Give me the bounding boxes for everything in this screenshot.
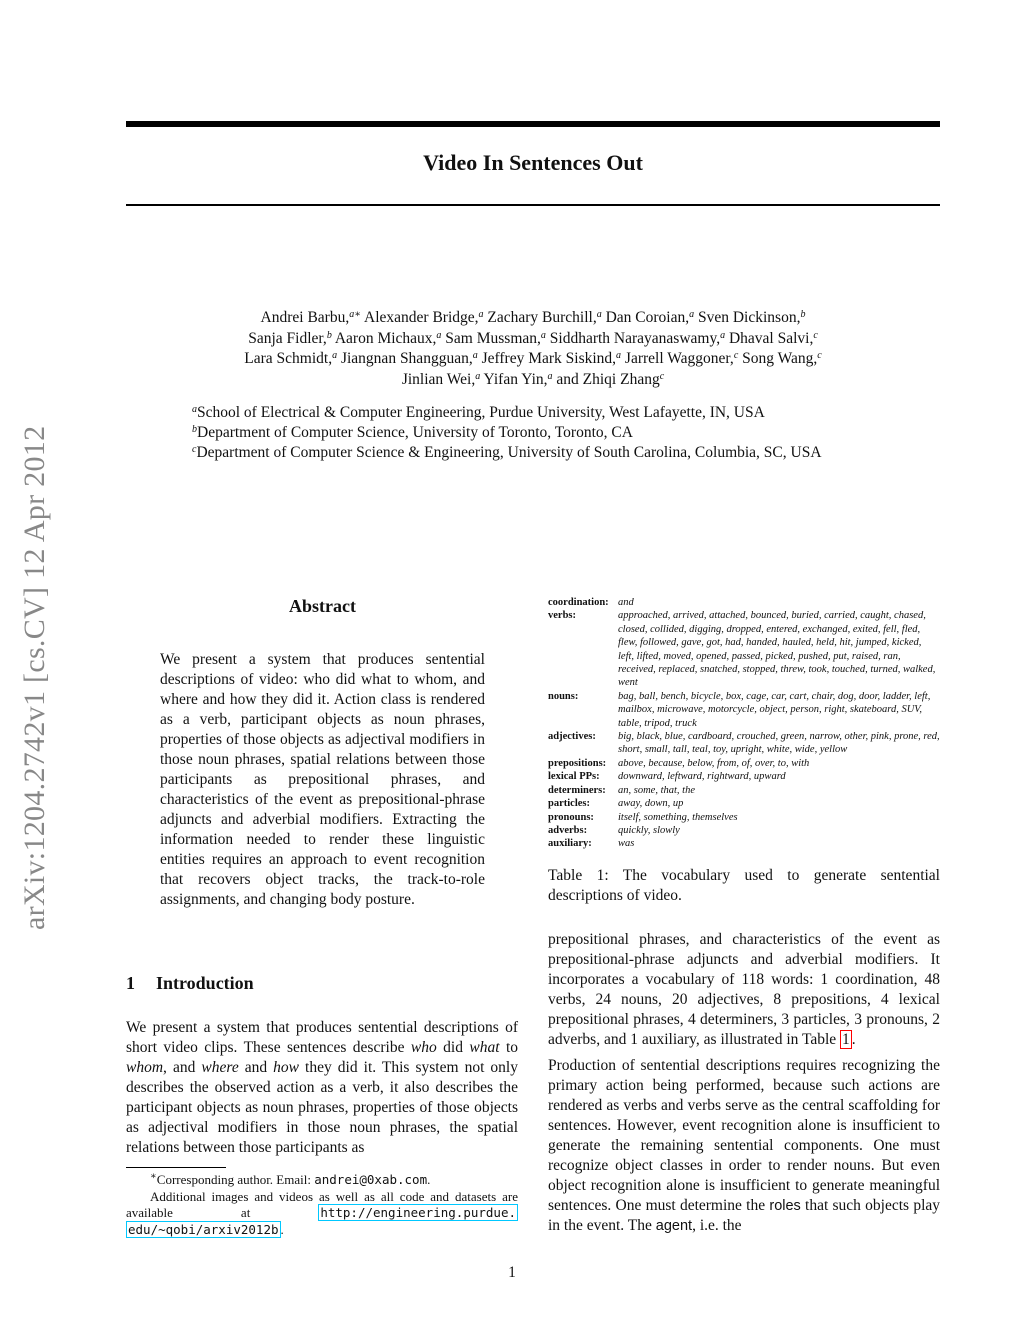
vocab-category: nouns: xyxy=(548,690,579,702)
affiliation-mark: a xyxy=(689,309,695,320)
author-line xyxy=(126,370,940,391)
affiliation-mark: c xyxy=(733,350,739,361)
affiliations xyxy=(192,403,952,463)
affiliation-mark: a xyxy=(475,370,481,382)
author-line xyxy=(126,349,940,370)
section-title: Introduction xyxy=(156,973,254,993)
abstract-heading: Abstract xyxy=(289,596,356,616)
text-run: We present a system that produces sentential descriptions of short video clips. These sentences describe xyxy=(126,1019,518,1056)
vocab-row xyxy=(548,596,940,609)
affiliation-mark: c xyxy=(192,444,197,455)
title-bottom-rule xyxy=(126,204,940,206)
text-run: to xyxy=(499,1039,519,1056)
affiliation-mark: c xyxy=(813,329,818,341)
vocab-category: adverbs: xyxy=(548,824,588,836)
vocab-row xyxy=(548,770,940,783)
author-name: Aaron Michaux, xyxy=(331,329,437,347)
author-name: Siddharth Narayanaswamy, xyxy=(545,329,721,347)
table-reference-link[interactable]: 1 xyxy=(842,1031,850,1048)
vocab-category: coordination: xyxy=(548,597,609,608)
author-name: Sanja Fidler, xyxy=(248,329,327,347)
vocab-category: particles: xyxy=(548,798,590,810)
affiliation-mark: a xyxy=(436,329,442,341)
emphasis: roles xyxy=(769,1198,801,1214)
paper-title: Video In Sentences Out xyxy=(423,150,643,175)
introduction-paragraph xyxy=(126,1018,518,1158)
affiliation-text: Department of Computer Science, University of Toronto, Toronto, CA xyxy=(197,424,633,441)
author-name: Lara Schmidt, xyxy=(244,350,333,367)
affiliation-text: School of Electrical & Computer Engineering, Purdue University, West Lafayette, IN, USA xyxy=(197,404,765,421)
text-run: they did it. This system not only describes the observed action as a verb, it also describes the participant objects as noun phrases, properties of those objects as adjectival modifiers in those noun phrases, the spatial relations between those participants as xyxy=(126,1059,518,1156)
vocab-words: approached, arrived, attached, bounced, buried, carried, caught, chased, closed, collided, digging, dropped, entered, exchanged, exited, fell, fled, flew, followed, gave, got, had, handed, hauled, held, hit, jumped, kicked, left, lifted, moved, opened, passed, picked, pushed, put, raised, ran, received, replaced, snatched, stopped, threw, took, touched, turned, walked, went xyxy=(618,610,936,689)
abstract-body: We present a system that produces sentential descriptions of video: who did what to whom, and where and how they did it. Action class is rendered as a verb, participant objects as noun phrases, properties of those objects as adjectival modifiers in those noun phrases, spatial relations between those participants as prepositional phrases, and characteristics of the event as prepositional-phrase adjuncts and adverbial modifiers. Extracting the information needed to render these linguistic entities requires an approach to event recognition that recovers object tracks, the track-to-role assignments, and changing body posture. xyxy=(160,651,485,908)
text-run: that such objects play in the event. The xyxy=(548,1197,941,1234)
vocab-category: verbs: xyxy=(548,610,576,622)
affiliation-mark: b xyxy=(800,309,806,320)
affiliation-b xyxy=(192,423,952,443)
vocab-row xyxy=(548,730,940,757)
page-number: 1 xyxy=(508,1264,516,1281)
footnote-text: Additional images and videos as well as all code and datasets are available at xyxy=(126,1188,518,1220)
vocab-words: bag, ball, bench, bicycle, box, cage, car, cart, chair, dog, door, ladder, left, mailbox, microwave, motorcycle, object, person, right, skateboard, SUV, table, tripod, truck xyxy=(618,690,931,729)
author-name: Dan Coroian, xyxy=(601,309,690,326)
author-name: Jinlian Wei, xyxy=(401,370,476,388)
affiliation-mark: a xyxy=(596,309,602,320)
author-name: Sam Mussman, xyxy=(441,329,541,347)
affiliation-mark: a xyxy=(616,350,622,361)
author-name: Jarrell Waggoner, xyxy=(621,350,734,367)
vocab-row xyxy=(548,837,940,850)
affiliation-mark: a xyxy=(192,404,197,415)
author-name: Jeffrey Mark Siskind, xyxy=(477,350,617,367)
emphasis: whom xyxy=(126,1059,164,1076)
footnote-text: . xyxy=(427,1172,431,1187)
affiliation-c xyxy=(192,443,952,463)
vocab-category: adjectives: xyxy=(548,731,596,743)
vocab-words: big, black, blue, cardboard, crouched, green, narrow, other, pink, prone, red, short, small, tall, teal, toy, upright, white, wide, yellow xyxy=(618,731,940,756)
vocab-words: downward, leftward, rightward, upward xyxy=(618,771,786,783)
emphasis: how xyxy=(273,1059,300,1076)
affiliation-mark: a xyxy=(472,350,478,361)
vocab-words: quickly, slowly xyxy=(618,824,680,836)
vocab-row xyxy=(548,824,940,837)
author-name: Yifan Yin, xyxy=(480,370,548,388)
author-name: Zachary Burchill, xyxy=(483,309,597,326)
author-name: Sven Dickinson, xyxy=(694,309,801,326)
author-list xyxy=(126,308,940,390)
affiliation-mark: a xyxy=(478,309,484,320)
vocab-row xyxy=(548,757,940,770)
affiliation-mark: a xyxy=(332,350,338,361)
emphasis: who xyxy=(410,1039,437,1056)
author-name: Song Wang, xyxy=(738,350,818,367)
text-run: , and xyxy=(163,1059,202,1076)
emphasis: what xyxy=(469,1039,500,1056)
affiliation-text: Department of Computer Science & Engineering, University of South Carolina, Columbia, SC, USA xyxy=(196,444,822,461)
right-column-text xyxy=(548,930,940,1242)
url-link[interactable]: edu/~qobi/arxiv2012b xyxy=(128,1221,279,1237)
vocab-category: determiners: xyxy=(548,784,606,796)
arxiv-sidebar-stamp: arXiv:1204.2742v1 [cs.CV] 12 Apr 2012 xyxy=(18,425,51,930)
vocabulary-table xyxy=(548,596,940,851)
author-name: Alexander Bridge, xyxy=(361,309,479,326)
section-heading-introduction xyxy=(126,973,254,994)
affiliation-mark: b xyxy=(326,329,332,341)
footnote-availability xyxy=(126,1189,518,1239)
footnote xyxy=(126,1172,518,1238)
vocab-category: prepositions: xyxy=(548,757,607,769)
text-run: and xyxy=(238,1059,274,1076)
vocab-category: lexical PPs: xyxy=(548,771,600,783)
paragraph xyxy=(548,1056,940,1236)
text-run: did xyxy=(436,1039,470,1056)
table-caption: Table 1: The vocabulary used to generate sentential descriptions of video. xyxy=(548,867,940,904)
text-run: prepositional phrases, and characteristics of the event as prepositional-phrase adjuncts and adverbial modifiers. It incorporates a vocabulary of 118 words: 1 coordination, 48 verbs, 24 nouns, 20 adjectives, 8 prepositions, 4 lexical prepositional phrases, 4 determiners, 3 particles, 3 pronouns, 2 adverbs, and 1 auxiliary, as illustrated in Table xyxy=(548,931,940,1048)
author-name: Andrei Barbu, xyxy=(260,309,350,326)
footnote-text: Corresponding author. Email: xyxy=(156,1172,315,1187)
vocab-row xyxy=(548,797,940,810)
url-link[interactable]: http://engineering.purdue. xyxy=(320,1205,516,1220)
vocab-words: above, because, below, from, of, over, to, with xyxy=(618,757,810,769)
footnote-text: . xyxy=(280,1221,284,1237)
affiliation-mark: c xyxy=(659,370,665,382)
author-line xyxy=(126,308,940,329)
emphasis: where xyxy=(201,1059,239,1076)
vocab-words: itself, something, themselves xyxy=(618,811,738,823)
vocab-row xyxy=(548,784,940,797)
vocab-words: and xyxy=(618,597,634,608)
vocab-row xyxy=(548,811,940,824)
affiliation-mark: b xyxy=(192,424,197,435)
affiliation-mark: c xyxy=(817,350,822,361)
vocab-words: an, some, that, the xyxy=(618,784,695,796)
author-line xyxy=(126,329,940,350)
vocab-category: pronouns: xyxy=(548,811,594,823)
email-link[interactable]: andrei@0xab.com xyxy=(314,1172,428,1187)
vocab-category: auxiliary: xyxy=(548,838,592,850)
author-name: Jiangnan Shangguan, xyxy=(337,350,473,367)
affiliation-mark: a xyxy=(547,370,553,382)
vocab-words: was xyxy=(618,838,635,850)
emphasis: agent xyxy=(655,1218,693,1234)
affiliation-a xyxy=(192,403,952,423)
paragraph xyxy=(548,930,940,1050)
footnote-rule xyxy=(126,1167,226,1168)
affiliation-mark: a∗ xyxy=(349,309,361,320)
text-run: , i.e. the xyxy=(692,1217,742,1234)
footnote-corresponding xyxy=(126,1172,518,1189)
text-run: . xyxy=(851,1031,856,1048)
vocab-row xyxy=(548,690,940,730)
section-number: 1 xyxy=(126,973,135,993)
author-name: and Zhiqi Zhang xyxy=(552,370,660,388)
top-thick-rule xyxy=(126,121,940,127)
vocab-words: away, down, up xyxy=(618,798,684,810)
author-name: Dhaval Salvi, xyxy=(725,329,814,347)
footnote-mark: ∗ xyxy=(150,1171,157,1182)
affiliation-mark: a xyxy=(540,329,546,341)
affiliation-mark: a xyxy=(720,329,726,341)
vocab-row xyxy=(548,609,940,689)
text-run: Production of sentential descriptions requires recognizing the primary action being performed, because such actions are rendered as verbs and verbs serve as the central scaffolding for sentences. However, event recognition alone is insufficient to generate the remaining sentential components. One must recognize object classes in order to render nouns. But even object recognition alone is insufficient to generate meaningful sentences. One must determine the xyxy=(548,1057,940,1214)
